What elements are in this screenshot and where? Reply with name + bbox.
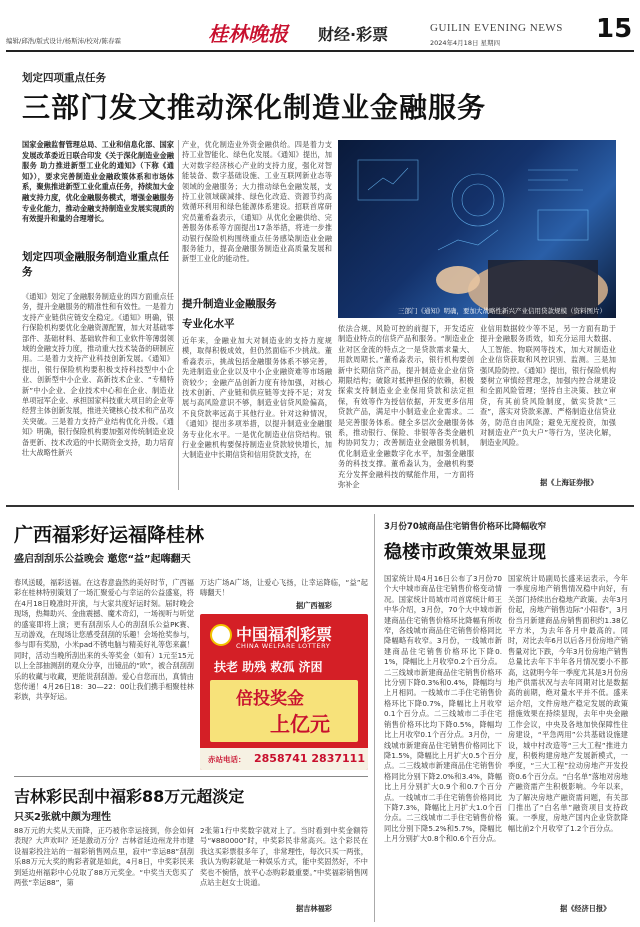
ad-promo-1: 倍投奖金 <box>236 689 304 709</box>
finance-photo <box>338 140 616 318</box>
scratch-body-2: 2张第1行中奖数字就对上了。当时看到中奖金额符号“¥880000”时，中奖彩民非常高兴。这个彩民在我这买彩票很多年了，非常理性，每次只买一两张，我认为购彩就是一种娱乐方式，能中奖固然好，不中奖也不惋惜，放平心态购彩最重要。”中奖福彩销售网点站主赵女士说道。 <box>200 826 368 888</box>
scratch-body: 88万元的大奖从天而降，正巧被你幸运接到，你会如何表现？大声欢叫？还是激动万分？吉林省延边州龙井市建设福彩投注站的一福彩销售网点里，寂中“幸运88”刮刮乐88万元大奖的购彩者就是如此，4月8日，中奖彩民来到延边州福彩中心兑取了88万元奖金。“中奖当天您买了两张“幸运88”，第 <box>14 826 194 888</box>
ad-brand-cn: 中国福利彩票 <box>236 625 333 644</box>
top-headline: 三部门发文推动深化制造业金融服务 <box>22 91 487 124</box>
housing-col1: 国家统计局4月16日公布了3月份70个大中城市商品住宅销售价格变动情况。国家统计局城市司首席统计师王中华介绍，3月份，70个大中城市新建商品住宅销售价格环比降幅有所收窄，各线城市商品住宅销售价格同比降幅略有收窄。3月份，一线城市新建商品住宅销售价格环比下降0.1%，降幅比上月收窄0.2个百分点。二三线城市新建商品住宅销售价格环比分别下降0.3%和0.4%，降幅均与上月相同。一线城市二手住宅销售价格环比下降0.7%，降幅比上月收窄0.1个百分点。二三线城市二手住宅销售价格环比均下降0.5%，降幅均比上月收窄0.1个百分点。3月份，一线城市新建商品住宅销售价格同比下降1.5%，降幅比上月扩大0.5个百分点。二三线城市新建商品住宅销售价格同比分别下降2.0%和3.4%，降幅比上月分别扩大0.9个和0.7个百分点。一线城市二手住宅销售价格同比下降7.3%，降幅比上月扩大1.0个百分点。二三线城市二手住宅销售价格同比分别下降5.2%和5.7%，降幅比上月分别扩大0.8个和0.6个百分点。 <box>384 574 502 844</box>
top-col4-body: 业信用数据较少等不足，另一方面有助于提升金融服务质效，如充分运用大数据、人工智能、物联网等技术，加大对制造业企业信贷获取和风控识别、监测。三是加强风险防控。《通知》提出，银行保险机构要树立审慎经营理念，加强内控合规建设和全面风险管理；坚持自主决策、独立审贷，有其前贷风险制度，做实贷款“三查”，落实对贷款来源、严格制造业信贷业务，防范自由风险；避免无度投资，加强对制造业产“负大户”等行为，坚决化解，制造业风险。 <box>480 324 616 448</box>
top-subhead-1: 划定四项金融服务制造业重点任务 <box>22 251 169 278</box>
housing-source: 据《经济日报》 <box>560 904 611 913</box>
mid-divider <box>374 514 375 922</box>
column-divider <box>178 140 179 490</box>
lottery-body: 春风送暖，福彩送福。在这春意盎然的美好时节，广西福彩在桂林特别策划了一场汇聚爱心与幸运的公益盛宴，将在4月18日晚准时开演，与大家共度好运时刻。届时晚会现场，热舞助兴、金曲震撼、魔术奇幻，一场视听与听觉的盛宴即将上演；更有刮刮乐人心的刮刮乐公益PK赛、互动游戏，在现场让您感受刮刮的乐趣！会场抢奖参与，参与即有奖励，小米pad不锈电脑与精美好礼等您来赢！同时，活动当晚所刮出来的头等奖金（如有）1元至15元以上全部抽测刮的观众分享，出镜品的“欧”，被合刮刮刮乐的收藏与收藏，更能说刮刮游。爱心自您而出，真情由您传递！4月26日18：30—22：00让我们携手相聚桂林彩族，共享好运。 <box>14 578 194 702</box>
ad-hotline-label: 赤站电话： <box>208 755 246 764</box>
lottery-subhead: 盛启刮刮乐公益晚会 邀您“益”起嗨翻天 <box>14 554 191 565</box>
top-col3-body: 依法合规、风险可控的前提下，开发适应制造业特点的信贷产品和服务。“制造业企业对区金流的特点之一是贷款需求量大、用款周期长。”董希淼表示，银行机构要创新中长期信贷产品，提升制造业企业信贷期限结构；破除对抵押担保的依赖，积极探索支持制造业企业保用贷款和法定担保，有效等作为授信依据，开发更多信用贷款产品，满足中小制造业企业需求。二是完善服务体系。健全多层次金融服务体系，推动银行、保险、非银等各类金融机构协同发力；改善制造业金融服务机制，优化制造业金融数字化水平，加强金融服务的科技支撑。董希淼认为，金融机构要充分发挥金融科技的赋能作用，一方面将弥补企 <box>338 324 474 490</box>
ad-hotline: 2858741 2837111 <box>254 752 365 765</box>
housing-kicker: 3月份70城商品住宅销售价格环比降幅收窄 <box>384 522 547 532</box>
section-rule <box>6 505 634 507</box>
lottery-logo-icon <box>210 624 232 646</box>
ad-slogan: 扶老 助残 救孤 济困 <box>214 660 323 674</box>
photo-illustration <box>338 140 616 318</box>
issue-date: 2024年4月18日 星期四 <box>430 39 501 47</box>
section-title: 财经·彩票 <box>318 25 389 44</box>
scratch-source: 据吉林福彩 <box>296 904 332 913</box>
top-source: 据《上海证券报》 <box>540 478 598 487</box>
staff-credits: 编辑/邱浩/版式设计/杨斯沛/校对/陈春霖 <box>6 37 121 45</box>
newspaper-logo: 桂林晚报 <box>208 22 288 46</box>
photo-caption: 三部门《通知》明确，要加大战略性新兴产业信用贷款规模（资料图片） <box>398 307 606 315</box>
lottery-headline: 广西福彩好运福降桂林 <box>14 524 205 546</box>
ad-brand-en: CHINA WELFARE LOTTERY <box>236 642 331 650</box>
top-col2-body2: 近年来，金融业加大对制造业的支持力度规模，取得积极成效，但仍然面临不少挑战。董希淼表示，挑战包括金融服务体系不够完善，先进制造业企业以及中小企业融资难等市场融资较少；金融产品创新力度有待加强，对核心技术创新、产业链和供应链等支持不足；对发展与高风险意识不够，制造业信贷风险偏高，不良贷款率远高于其他行业。针对这种情况，《通知》提出多项举措，以提升制造业金融服务专业化水平。一是优化制造业信贷结构。银行业金融机构要保持制造业贷款较快增长，加大制造业中长期信贷和信用贷款支持，在 <box>182 336 332 460</box>
housing-headline: 稳楼市政策效果显现 <box>384 542 546 563</box>
top-kicker: 划定四项重点任务 <box>22 72 106 84</box>
top-lead: 国家金融监督管理总局、工业和信息化部、国家发展改革委近日联合印发《关于深化制造业金融服务 助力推进新型工业化的通知》（下称《通知》），要求完善制造业金融政策体系和市场体系，聚焦推进新型工业化重点任务，持续加大金融支持力度，优化金融服务模式，增强金融服务专业化能力，推动金融支持制造业发展实现质的有效提升和量的合理增长。 <box>22 140 174 224</box>
scratch-headline: 吉林彩民刮中福彩88万元超淡定 <box>14 787 245 806</box>
lottery-rule <box>14 776 368 777</box>
ad-promo-2: 上亿元 <box>270 712 330 736</box>
lottery-body-2: 万达广场A广场，让爱心飞扬，让幸运降临，“益”起嗨翻天！ <box>200 578 368 598</box>
header-rule <box>6 50 634 52</box>
english-title: GUILIN EVENING NEWS <box>430 22 563 34</box>
housing-col2: 国家统计局副局长盛来运表示，今年一季度房地产销售情况稳中向好，有关部门持续出台稳地产政策。去年3月份起，房地产销售边际“小阳春”，3月份当月新建商品房销售面积约1.38亿平方米，为去年各月中最高的。同时，对比去年6月以后各月份房地产销售量对比下跌，今年3月份房地产销售总量比去年下半年各月情况要小不都高，这就明今年一季度尤其是3月份房地产供需状况与去年同期对比是数据高的前期，绝对量水平并不低。盛来运介绍，文件房地产稳定发展的政策措施效果在持续显现，去年中央金融工作会议，中央及各地加快保障性住房建设，“平急两用”公共基础设施建设，城中村改造等“三大工程”推进力度，积极构建房地产发展新模式，一季度，“三大工程”拉动房地产开发投资0.6个百分点。“白名单”落地对房地产融资需产生积极影响。今年以来，为了解决房地产融资需问题，有关部门推出了“白名单”融资项目支持政策。一季度，房地产国内企业贷款降幅比前2个月收窄了1.2个百分点。 <box>508 574 628 833</box>
lottery-source: 据广西福彩 <box>296 601 332 610</box>
top-subhead-2a: 提升制造业金融服务 <box>182 298 277 310</box>
top-col2-body: 产业，优化制造业外资金融供给。四是着力支持工业智能化、绿色化发展。《通知》提出，加大对数字经济核心产业的支持力度，强化对智能装备、数字基础设施、工业互联网新业态等领域的金融服务；大力推动绿色金融发展，支持工业领域碳减排、绿色化改造、资源节约高效循环利用和绿色能源体系建设。招联首席研究员董希淼表示，《通知》从优化金融供给、完善服务体系等方面提出17条举措，将进一步推动银行保险机构围绕重点任务感染制造业金融服务能力，提高金融服务制造业高质量发展和新型工业化的能动性。 <box>182 140 332 264</box>
top-col1-body: 《通知》划定了金融服务制造业的四方面重点任务，提升金融服务的精准性和有效性。一是着力支持产业链供应链安全稳定。《通知》明确，银行保险机构要优化金融资源配置，加大对基础零部件、基础材料、基础软件和工业软件等薄弱领域的金融支持力度，推动重大技术装备的研制应用。二是着力支持产业科技创新发展。《通知》提出，银行保险机构要积极支持科技型中小企业、创新型中小企业、高新技术企业、“专精特新”中小企业、企业技术中心和在企业、制造业单项冠军企业、承担国家科技重大项目的企业等经营主体创新发展，推进关键核心技术和产品攻关突破。三是着力支持产业结构优化升级。《通知》明确，银行保险机构要加强对传统制造业设备更新、技术改造的中长期资金支持，助力培育壮大战略性新兴 <box>22 292 174 458</box>
scratch-subhead: 只买2张就中颜为理性 <box>14 812 111 823</box>
welfare-lottery-ad <box>200 614 368 770</box>
page-number: 15 <box>596 14 633 44</box>
top-subhead-2b: 专业化水平 <box>182 318 235 330</box>
